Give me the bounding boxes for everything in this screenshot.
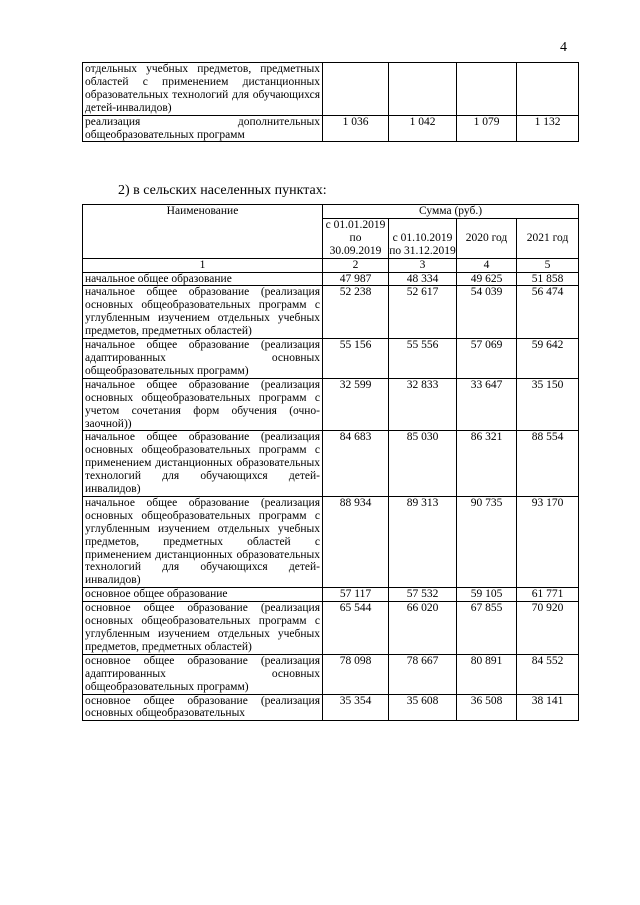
row-value: 57 117: [323, 588, 389, 602]
row-name: основное общее образование (реализация основных общеобразовательных программ с углубленным изучением отдельных учебных предметов, предметных областей): [83, 602, 323, 655]
row-value: 52 238: [323, 286, 389, 339]
row-value: [457, 63, 517, 116]
table-row: [83, 496, 579, 587]
table-row: [83, 602, 579, 655]
row-value: 67 855: [457, 602, 517, 655]
table-row: [83, 694, 579, 721]
column-number: 4: [457, 258, 517, 272]
row-value: 35 150: [517, 378, 579, 431]
row-name: начальное общее образование (реализация основных общеобразовательных программ с углубленным изучением отдельных учебных предметов, предметных областей с применением дистанционных образовательных технологий для обучающихся детей-инвалидов): [83, 496, 323, 587]
row-value: 33 647: [457, 378, 517, 431]
row-value: 78 667: [389, 654, 457, 694]
row-name: начальное общее образование: [83, 272, 323, 286]
table-rural: [82, 204, 579, 721]
table-row: [83, 115, 579, 142]
row-value: 88 554: [517, 431, 579, 497]
row-value: 38 141: [517, 694, 579, 721]
column-header: с 01.10.2019 по 31.12.2019: [389, 218, 457, 258]
table-urban-continued: [82, 62, 579, 142]
row-value: 89 313: [389, 496, 457, 587]
page-number: 4: [560, 40, 567, 55]
table-row: [83, 63, 579, 116]
row-value: 84 683: [323, 431, 389, 497]
row-value: 66 020: [389, 602, 457, 655]
column-header: 2021 год: [517, 218, 579, 258]
row-value: 35 608: [389, 694, 457, 721]
row-value: 35 354: [323, 694, 389, 721]
column-header: 2020 год: [457, 218, 517, 258]
row-value: 1 132: [517, 115, 579, 142]
table-row: [83, 654, 579, 694]
table-row: [83, 378, 579, 431]
row-value: 93 170: [517, 496, 579, 587]
table-row: [83, 272, 579, 286]
row-value: 1 042: [389, 115, 457, 142]
row-value: 84 552: [517, 654, 579, 694]
row-value: 85 030: [389, 431, 457, 497]
row-name: начальное общее образование (реализация основных общеобразовательных программ с углубленным изучением отдельных учебных предметов, предметных областей): [83, 286, 323, 339]
table-row: [83, 431, 579, 497]
column-number: 5: [517, 258, 579, 272]
row-value: 56 474: [517, 286, 579, 339]
row-name: основное общее образование: [83, 588, 323, 602]
row-value: 88 934: [323, 496, 389, 587]
row-value: 55 156: [323, 339, 389, 379]
row-value: 54 039: [457, 286, 517, 339]
row-value: 61 771: [517, 588, 579, 602]
row-value: [323, 63, 389, 116]
row-name: начальное общее образование (реализация основных общеобразовательных программ с применением дистанционных образовательных технологий для обучающихся детей-инвалидов): [83, 431, 323, 497]
row-value: 86 321: [457, 431, 517, 497]
row-name: основное общее образование (реализация основных общеобразовательных: [83, 694, 323, 721]
section-title: 2) в сельских населенных пунктах:: [118, 183, 327, 198]
row-value: 70 920: [517, 602, 579, 655]
table-row: [83, 339, 579, 379]
row-value: 49 625: [457, 272, 517, 286]
row-value: [389, 63, 457, 116]
row-value: 57 532: [389, 588, 457, 602]
column-header: с 01.01.2019 по 30.09.2019: [323, 218, 389, 258]
row-value: 1 036: [323, 115, 389, 142]
row-value: 52 617: [389, 286, 457, 339]
row-value: 55 556: [389, 339, 457, 379]
row-value: [517, 63, 579, 116]
table-row: [83, 286, 579, 339]
row-value: 80 891: [457, 654, 517, 694]
row-name: отдельных учебных предметов, предметных областей с применением дистанционных образовательных технологий для обучающихся детей-инвалидов): [83, 63, 323, 116]
row-value: 59 105: [457, 588, 517, 602]
row-name: основное общее образование (реализация адаптированных основных общеобразовательных программ): [83, 654, 323, 694]
row-value: 78 098: [323, 654, 389, 694]
row-value: 47 987: [323, 272, 389, 286]
row-value: 65 544: [323, 602, 389, 655]
row-value: 32 833: [389, 378, 457, 431]
row-value: 90 735: [457, 496, 517, 587]
column-number: 3: [389, 258, 457, 272]
column-number: 1: [83, 258, 323, 272]
header-name: Наименование: [83, 205, 323, 259]
row-name: реализация дополнительных общеобразовательных программ: [83, 115, 323, 142]
row-name: начальное общее образование (реализация основных общеобразовательных программ с учетом сочетания форм обучения (очно-заочной)): [83, 378, 323, 431]
row-value: 32 599: [323, 378, 389, 431]
row-value: 59 642: [517, 339, 579, 379]
row-value: 57 069: [457, 339, 517, 379]
row-name: начальное общее образование (реализация адаптированных основных общеобразовательных программ): [83, 339, 323, 379]
table-row: [83, 588, 579, 602]
row-value: 1 079: [457, 115, 517, 142]
row-value: 51 858: [517, 272, 579, 286]
column-number: 2: [323, 258, 389, 272]
header-sum: Сумма (руб.): [323, 205, 579, 219]
row-value: 48 334: [389, 272, 457, 286]
row-value: 36 508: [457, 694, 517, 721]
